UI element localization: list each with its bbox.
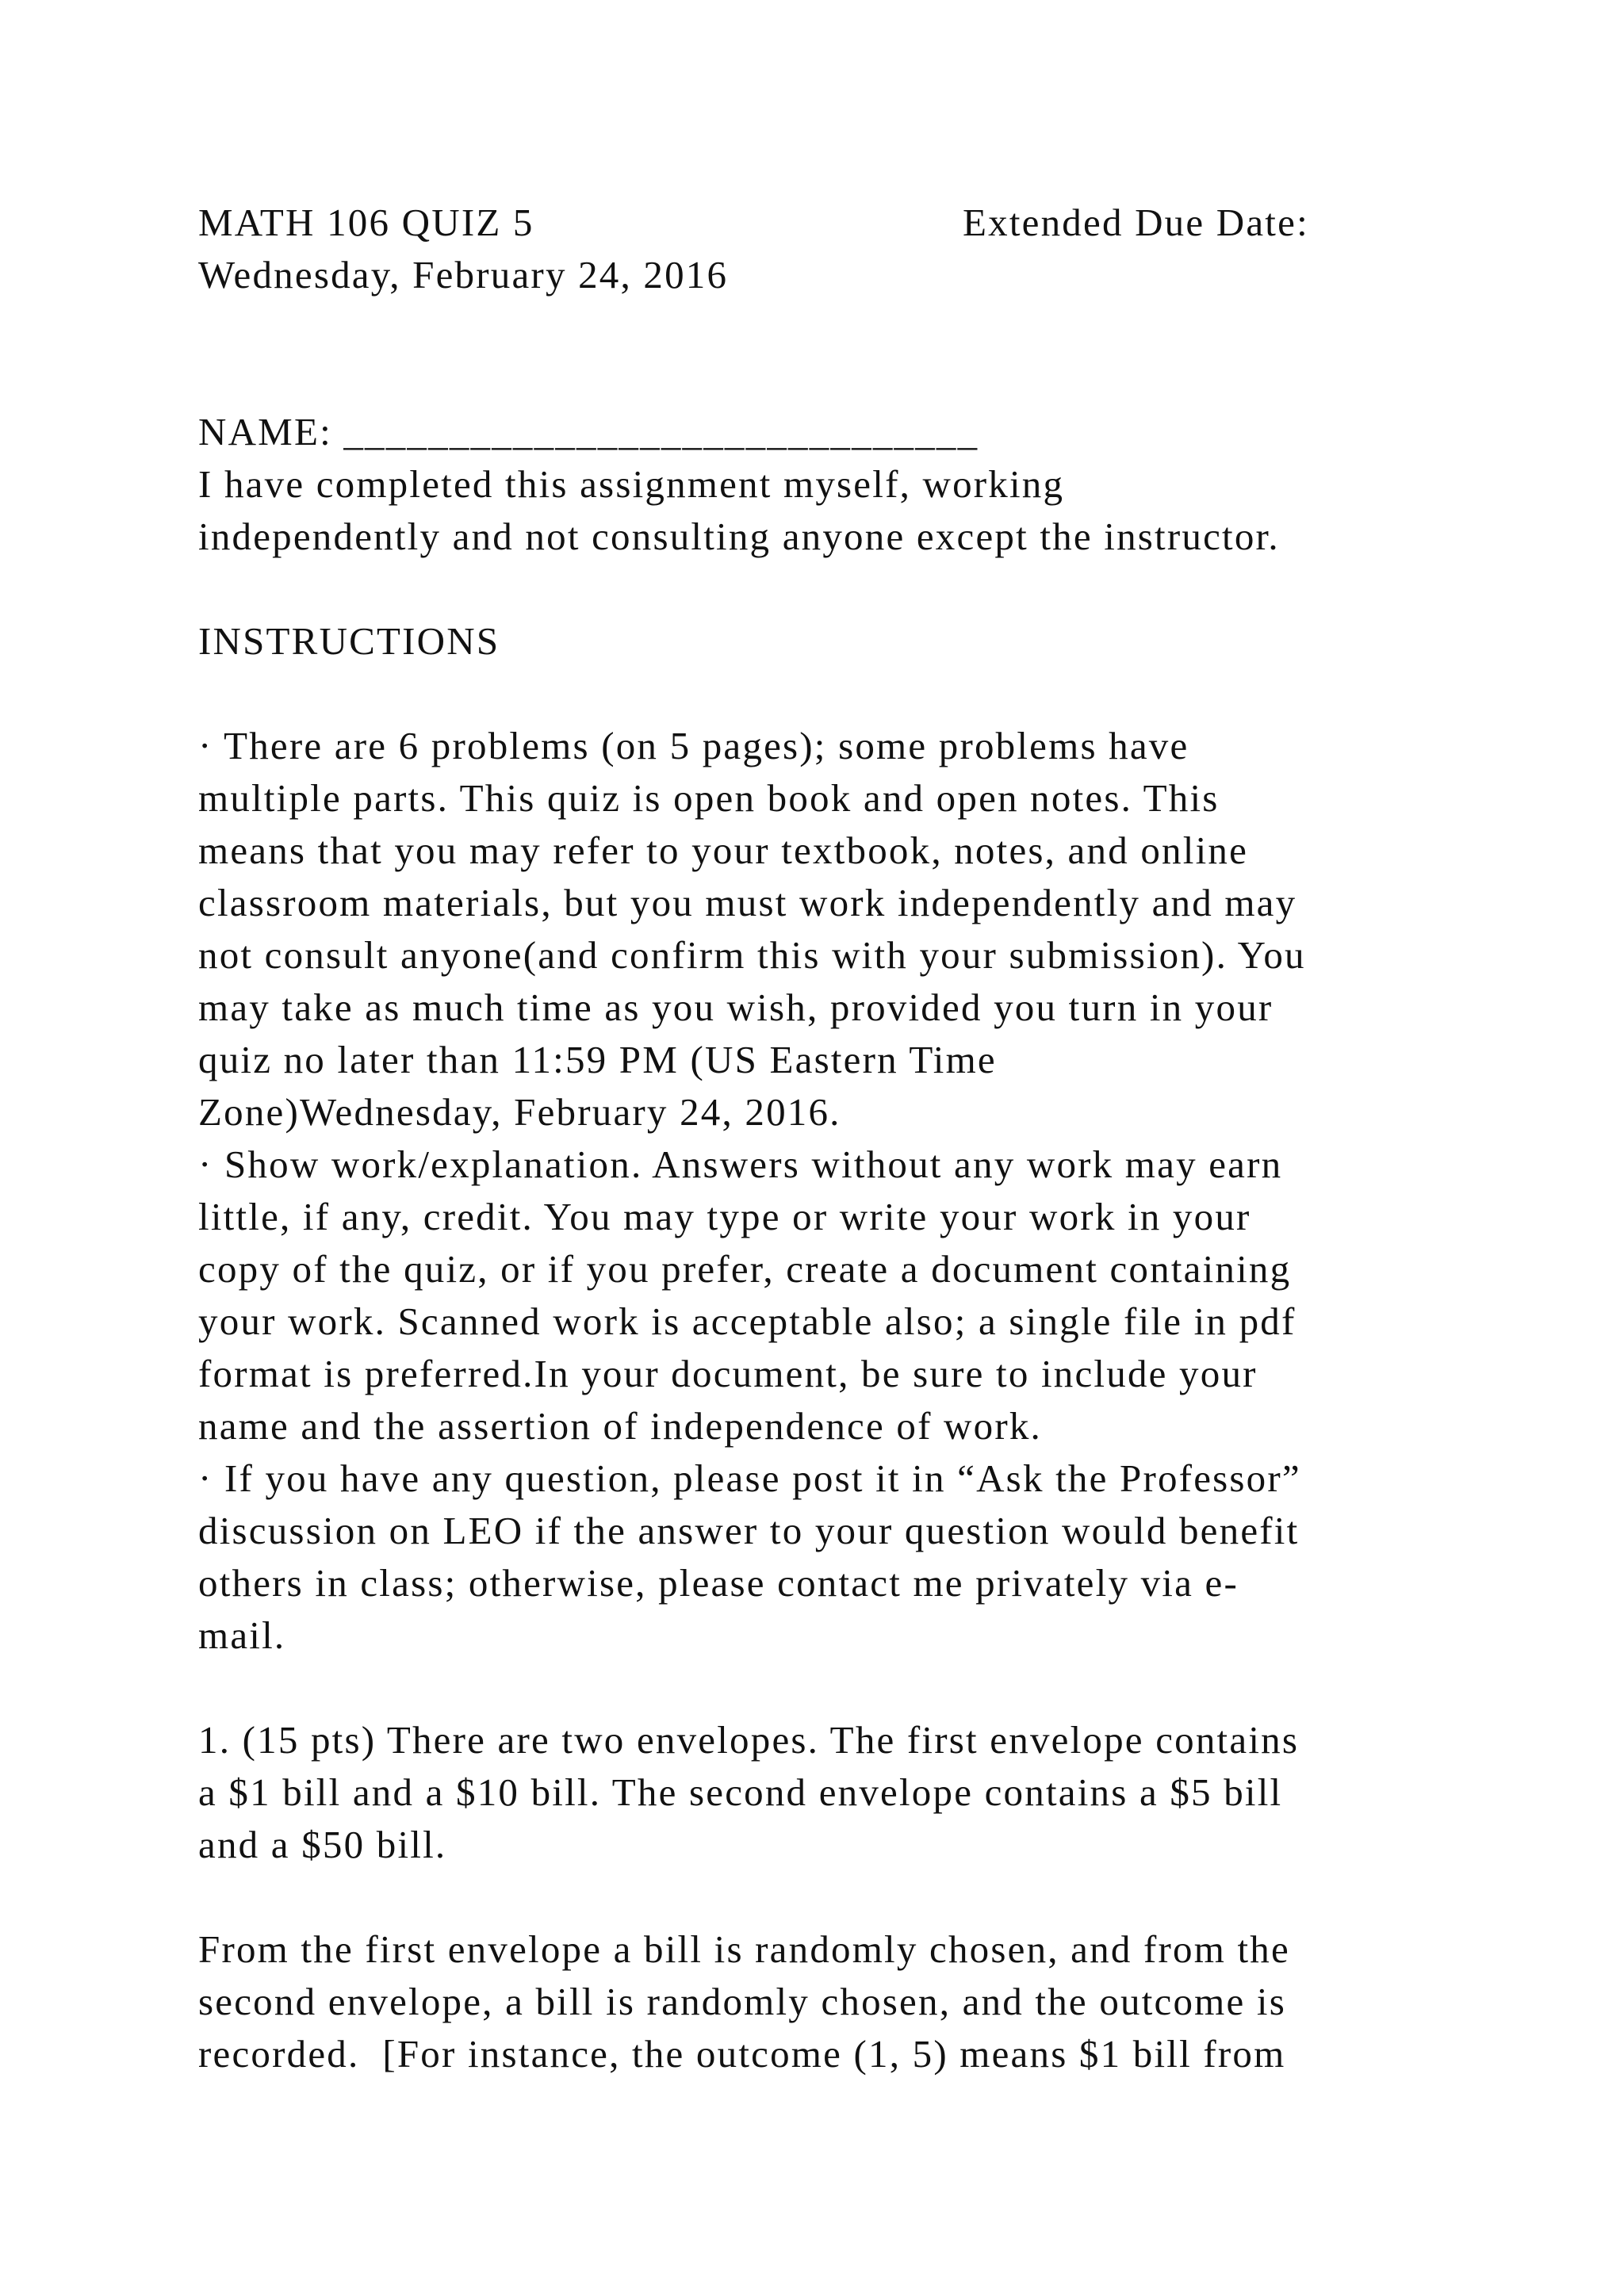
course-title: MATH 106 QUIZ 5 <box>198 201 534 244</box>
spacer <box>198 668 1435 720</box>
instruction-line: may take as much time as you wish, provided you turn in your <box>198 985 1274 1029</box>
instruction-line: format is preferred.In your document, be sure to include your <box>198 1352 1258 1395</box>
instruction-item <box>198 720 1435 1138</box>
instruction-line: discussion on LEO if the answer to your question would benefit <box>198 1509 1300 1552</box>
problem-line: From the first envelope a bill is randomly chosen, and from the <box>198 1927 1290 1971</box>
instruction-line: quiz no later than 11:59 PM (US Eastern Time <box>198 1038 997 1081</box>
instruction-line: means that you may refer to your textbook, notes, and online <box>198 828 1249 872</box>
instruction-line: mail. <box>198 1613 286 1657</box>
instruction-line: name and the assertion of independence of work. <box>198 1404 1042 1448</box>
problem-line: recorded. [For instance, the outcome (1, 5) means $1 bill from <box>198 2032 1286 2076</box>
due-date: Wednesday, February 24, 2016 <box>198 253 729 297</box>
spacer <box>198 1662 1435 1714</box>
instruction-line: copy of the quiz, or if you prefer, create a document containing <box>198 1247 1292 1291</box>
declaration-line: independently and not consulting anyone except the instructor. <box>198 515 1280 558</box>
spacer <box>198 1871 1435 1923</box>
instruction-line: · If you have any question, please post it in “Ask the Professor” <box>198 1456 1301 1500</box>
problem-line: second envelope, a bill is randomly chosen, and the outcome is <box>198 1980 1286 2023</box>
instruction-item <box>198 1452 1435 1662</box>
instruction-line: others in class; otherwise, please contact me privately via e- <box>198 1561 1239 1605</box>
due-date-label: Extended Due Date: <box>963 201 1309 244</box>
instruction-line: · Show work/explanation. Answers without any work may earn <box>198 1142 1283 1186</box>
problem-1 <box>198 1714 1435 2080</box>
instruction-line: your work. Scanned work is acceptable also; a single file in pdf <box>198 1299 1297 1343</box>
spacer <box>198 301 1435 406</box>
independence-declaration <box>198 458 1435 563</box>
instruction-line: · There are 6 problems (on 5 pages); some problems have <box>198 724 1189 767</box>
instruction-item <box>198 1138 1435 1452</box>
instructions-heading: INSTRUCTIONS <box>198 619 500 663</box>
instruction-line: not consult anyone(and confirm this with your submission). You <box>198 933 1306 977</box>
spacer <box>198 563 1435 615</box>
instructions-list <box>198 720 1435 1662</box>
name-field-line: NAME: ______________________________ <box>198 410 979 453</box>
instruction-line: little, if any, credit. You may type or write your work in your <box>198 1195 1251 1238</box>
instruction-line: Zone)Wednesday, February 24, 2016. <box>198 1090 841 1134</box>
problem-line: a $1 bill and a $10 bill. The second envelope contains a $5 bill <box>198 1770 1283 1814</box>
instruction-line: classroom materials, but you must work independently and may <box>198 881 1297 924</box>
header-line <box>198 197 1435 249</box>
problem-line: and a $50 bill. <box>198 1823 447 1866</box>
instruction-line: multiple parts. This quiz is open book and open notes. This <box>198 776 1220 820</box>
document-page <box>198 197 1435 2080</box>
declaration-line: I have completed this assignment myself, working <box>198 462 1065 506</box>
problem-line: 1. (15 pts) There are two envelopes. The first envelope contains <box>198 1718 1300 1762</box>
